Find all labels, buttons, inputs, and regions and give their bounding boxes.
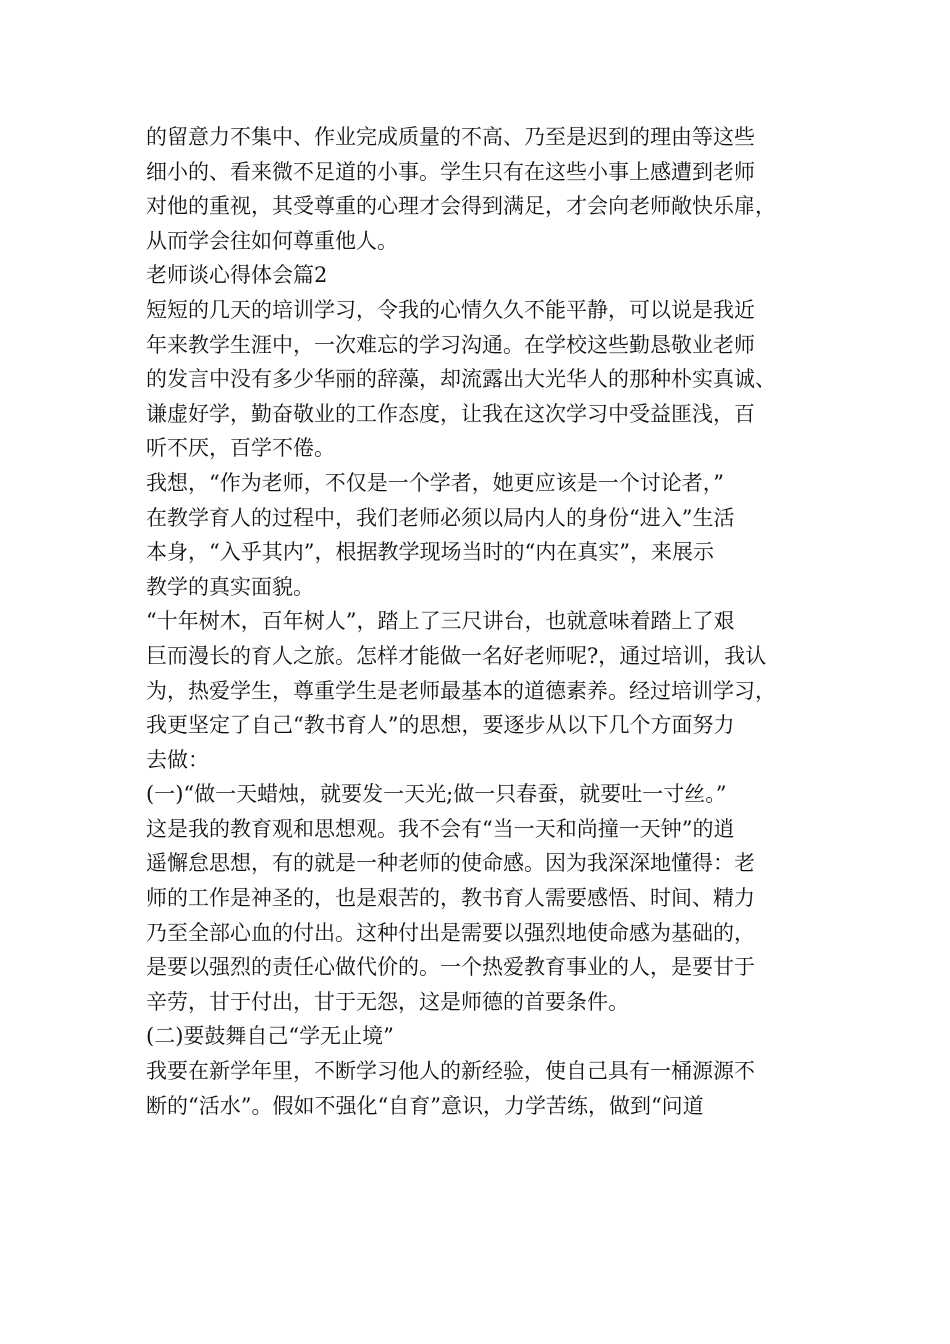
text-line: 对他的重视，其受尊重的心理才会得到满足，才会向老师敞快乐扉， <box>146 194 776 219</box>
text-line: 巨而漫长的育人之旅。怎样才能做一名好老师呢?，通过培训，我认 <box>146 643 767 668</box>
text-line: 去做： <box>146 747 209 772</box>
text-line: 谦虚好学，勤奋敬业的工作态度，让我在这次学习中受益匪浅，百 <box>146 401 755 426</box>
text-line: 听不厌，百学不倦。 <box>146 436 335 461</box>
text-line: 在教学育人的过程中，我们老师必须以局内人的身份“进入”生活 <box>146 505 735 530</box>
text-line: 这是我的教育观和思想观。我不会有“当一天和尚撞一天钟”的逍 <box>146 816 735 841</box>
text-line: 遥懈怠思想，有的就是一种老师的使命感。因为我深深地懂得：老 <box>146 851 755 876</box>
text-line: (二)要鼓舞自己“学无止境” <box>146 1024 394 1049</box>
text-line: 年来教学生涯中，一次难忘的学习沟通。在学校这些勤恳敬业老师 <box>146 332 755 357</box>
text-line: 细小的、看来微不足道的小事。学生只有在这些小事上感遭到老师 <box>146 159 755 184</box>
text-line: 的留意力不集中、作业完成质量的不高、乃至是迟到的理由等这些 <box>146 125 755 149</box>
text-line: 的发言中没有多少华丽的辞藻，却流露出大光华人的那种朴实真诚、 <box>146 367 776 392</box>
text-line: 乃至全部心血的付出。这种付出是需要以强烈地使命感为基础的， <box>146 920 755 945</box>
document-body <box>146 120 826 1123</box>
text-line: (一)“做一天蜡烛，就要发一天光;做一只春蚕，就要吐一寸丝。” <box>146 782 727 807</box>
text-line: 从而学会往如何尊重他人。 <box>146 228 398 253</box>
section-heading: 老师谈心得体会篇2 <box>146 263 328 288</box>
text-line: 教学的真实面貌。 <box>146 574 314 599</box>
text-line: 断的“活水”。假如不强化“自育”意识，力学苦练，做到“问道 <box>146 1093 704 1118</box>
text-line: 短短的几天的培训学习，令我的心情久久不能平静，可以说是我近 <box>146 297 755 322</box>
text-line: 是要以强烈的责任心做代价的。一个热爱教育事业的人，是要甘于 <box>146 955 755 980</box>
text-line: 我更坚定了自己“教书育人”的思想，要逐步从以下几个方面努力 <box>146 713 735 738</box>
text-line: 本身，“入乎其内”，根据教学现场当时的“内在真实”，来展示 <box>146 540 714 565</box>
text-line: 为，热爱学生，尊重学生是老师最基本的道德素养。经过培训学习， <box>146 678 776 703</box>
text-line: 辛劳，甘于付出，甘于无怨，这是师德的首要条件。 <box>146 989 629 1014</box>
text-line: 我要在新学年里，不断学习他人的新经验，使自己具有一桶源源不 <box>146 1059 755 1084</box>
text-line: 我想，“作为老师，不仅是一个学者，她更应该是一个讨论者，” <box>146 470 724 495</box>
text-line: “十年树木，百年树人”，踏上了三尺讲台，也就意味着踏上了艰 <box>146 609 735 634</box>
text-line: 师的工作是神圣的，也是艰苦的，教书育人需要感悟、时间、精力 <box>146 886 755 911</box>
